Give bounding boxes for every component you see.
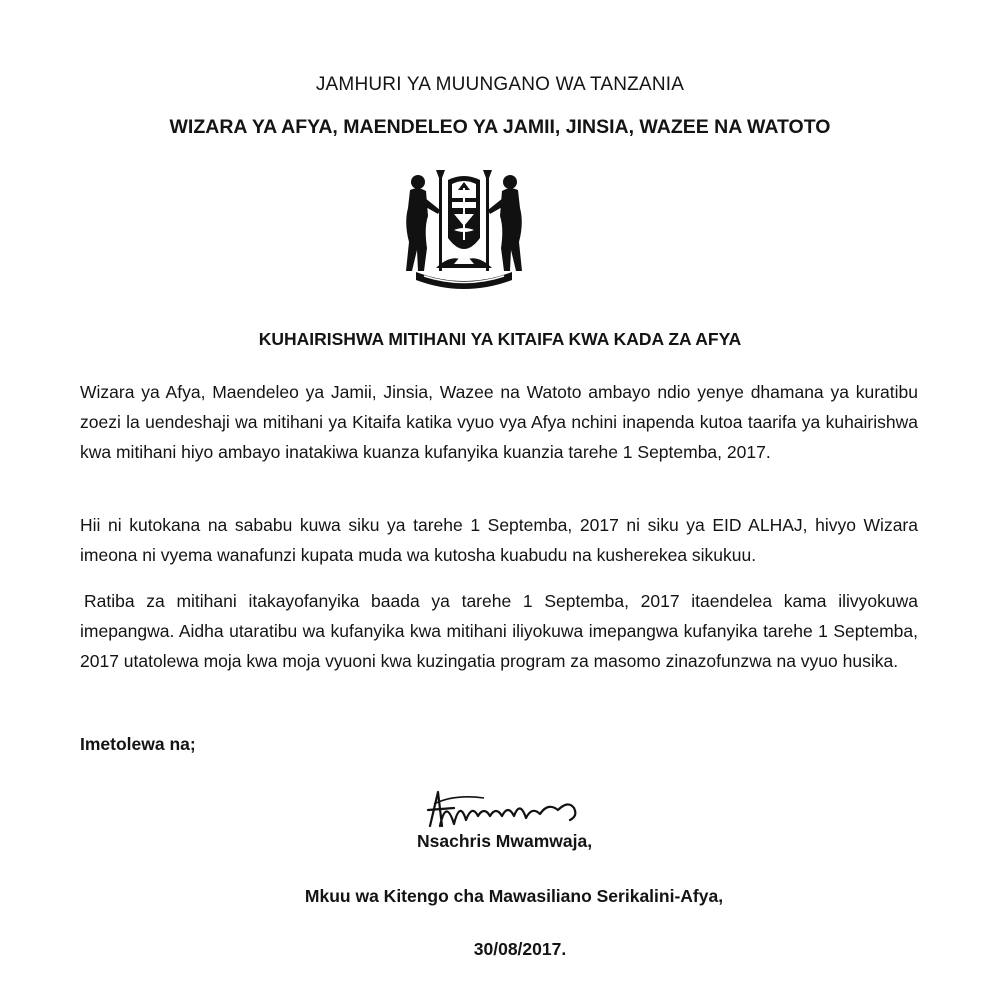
signer-title: Mkuu wa Kitengo cha Mawasiliano Serikalini-Afya, [304,886,724,906]
coat-of-arms-icon [398,168,530,290]
ministry-heading: WIZARA YA AFYA, MAENDELEO YA JAMII, JINSIA, WAZEE NA WATOTO [169,116,831,138]
issued-by-label: Imetolewa na; [80,734,196,754]
republic-heading: JAMHURI YA MUUNGANO WA TANZANIA [315,74,685,95]
issue-date: 30/08/2017. [473,939,567,959]
signature-icon [424,786,604,832]
paragraph-reason: Hii ni kutokana na sababu kuwa siku ya tarehe 1 Septemba, 2017 ni siku ya EID ALHAJ, hivyo Wizara imeona ni vyema wanafunzi kupata muda wa kutosha kuabudu na kusherekea sikukuu. [80,515,918,565]
notice-title: KUHAIRISHWA MITIHANI YA KITAIFA KWA KADA ZA AFYA [258,329,742,349]
signer-name: Nsachris Mwamwaja, [417,831,593,851]
paragraph-announcement: Wizara ya Afya, Maendeleo ya Jamii, Jinsia, Wazee na Watoto ambayo ndio yenye dhamana ya kuratibu zoezi la uendeshaji wa mitihani ya Kitaifa katika vyuo vya Afya nchini inapenda kutoa taarifa ya kuhairishwa kwa mitihani hiyo ambayo inatakiwa kuanza kufanyika kuanzia tarehe 1 Septemba, 2017. [80,382,918,462]
paragraph-schedule: Ratiba za mitihani itakayofanyika baada ya tarehe 1 Septemba, 2017 itaendelea kama ilivyokuwa imepangwa. Aidha utaratibu wa kufanyika kwa mitihani iliyokuwa imepangwa kufanyika tarehe 1 Septemba, 2017 utatolewa moja kwa moja vyuoni kwa kuzingatia program za masomo zinazofunzwa na vyuo husika. [80,591,918,671]
